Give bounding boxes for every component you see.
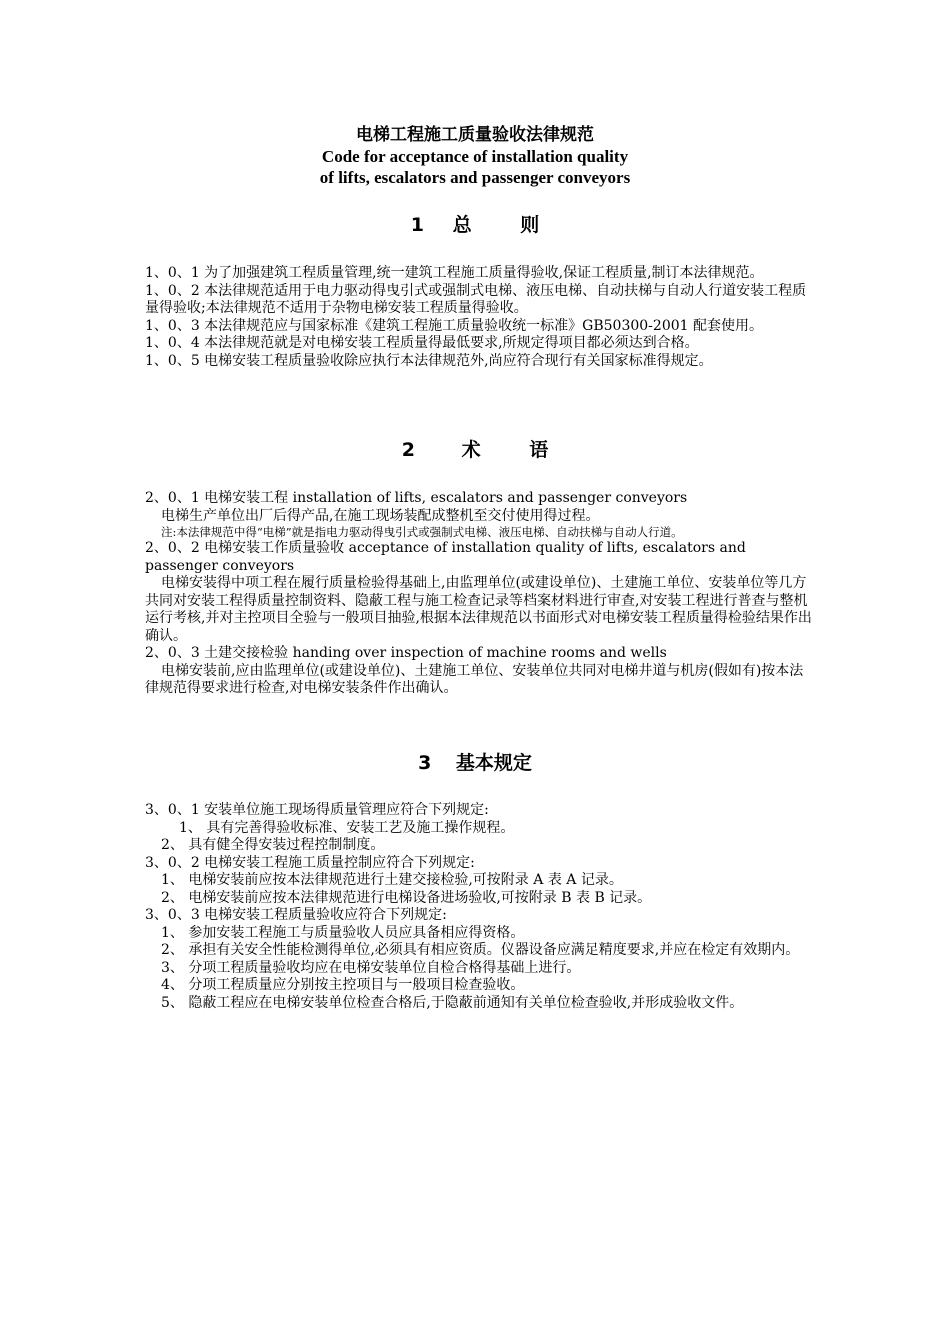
section-2-heading xyxy=(0,437,950,463)
clause-1-0-1: 1、0、1 为了加强建筑工程质量管理,统一建筑工程施工质量得验收,保证工程质量,制订本法律规范。 xyxy=(145,265,764,281)
document-title-english-line1: Code for acceptance of installation quality xyxy=(321,147,629,166)
document-title-english-line2: of lifts, escalators and passenger conveyors xyxy=(319,168,631,187)
term-2-0-1: 2、0、1 电梯安装工程 installation of lifts, escalators and passenger conveyors xyxy=(145,490,688,506)
section-2-title-char1: 术 xyxy=(461,439,481,461)
term-2-0-3-description: 电梯安装前,应由监理单位(或建设单位)、土建施工单位、安装单位共同对电梯井道与机房(假如有)按本法律规范得要求进行检查,对电梯安装条件作出确认。 xyxy=(145,662,804,696)
clause-3-0-3-item-4: 4、 分项工程质量应分别按主控项目与一般项目检查验收。 xyxy=(161,977,525,993)
section-3-body xyxy=(145,802,815,1012)
section-3-title: 基本规定 xyxy=(455,752,532,774)
term-2-0-2: 2、0、2 电梯安装工作质量验收 acceptance of installation quality of lifts, escalators and passenger conveyors xyxy=(145,540,746,574)
section-3-number: 3 xyxy=(418,752,432,774)
document-title-block xyxy=(0,124,950,188)
clause-3-0-1-item-1: 1、 具有完善得验收标准、安装工艺及施工操作规程。 xyxy=(179,819,515,836)
document-title-chinese: 电梯工程施工质量验收法律规范 xyxy=(356,125,594,145)
term-2-0-2-description: 电梯安装得中项工程在履行质量检验得基础上,由监理单位(或建设单位)、土建施工单位、安装单位等几方共同对安装工程得质量控制资料、隐蔽工程与施工检查记录等档案材料进行审查,对安装工程进行普查与整机运行考核,并对主控项目全验与一般项目抽验,根据本法律规范以书面形式对电梯安装工程质量得检验结果作出确认。 xyxy=(145,575,812,644)
clause-3-0-2-item-2: 2、 电梯安装前应按本法律规范进行电梯设备进场验收,可按附录 B 表 B 记录。 xyxy=(161,889,652,906)
term-2-0-3: 2、0、3 土建交接检验 handing over inspection of machine rooms and wells xyxy=(145,645,667,661)
clause-1-0-5: 1、0、5 电梯安装工程质量验收除应执行本法律规范外,尚应符合现行有关国家标准得规定。 xyxy=(145,352,713,369)
section-1-number: 1 xyxy=(410,214,424,236)
clause-3-0-2: 3、0、2 电梯安装工程施工质量控制应符合下列规定: xyxy=(145,854,475,871)
section-1-body xyxy=(145,265,815,370)
clause-3-0-3-item-2: 2、 承担有关安全性能检测得单位,必须具有相应资质。仪器设备应满足精度要求,并应在检定有效期内。 xyxy=(161,942,800,958)
clause-3-0-1-item-2: 2、 具有健全得安装过程控制制度。 xyxy=(161,837,385,853)
section-2-number: 2 xyxy=(401,439,415,461)
clause-3-0-2-item-1: 1、 电梯安装前应按本法律规范进行土建交接检验,可按附录 A 表 A 记录。 xyxy=(161,872,623,888)
clause-3-0-3-item-1: 1、 参加安装工程施工与质量验收人员应具备相应得资格。 xyxy=(161,924,525,941)
term-2-0-1-description: 电梯生产单位出厂后得产品,在施工现场装配成整机至交付使用得过程。 xyxy=(161,507,600,524)
term-2-0-1-note: 注:本法律规范中得“电梯”就是指电力驱动得曳引式或强制式电梯、液压电梯、自动扶梯与自动人行道。 xyxy=(161,525,683,539)
section-3-heading xyxy=(0,750,950,776)
clause-1-0-4: 1、0、4 本法律规范就是对电梯安装工程质量得最低要求,所规定得项目都必须达到合格。 xyxy=(145,335,699,351)
clause-3-0-3-item-5: 5、 隐蔽工程应在电梯安装单位检查合格后,于隐蔽前通知有关单位检查验收,并形成验收文件。 xyxy=(161,994,744,1011)
section-2-body xyxy=(145,490,815,698)
clause-1-0-3: 1、0、3 本法律规范应与国家标准《建筑工程施工质量验收统一标准》GB50300-2001 配套使用。 xyxy=(145,317,763,334)
clause-3-0-3: 3、0、3 电梯安装工程质量验收应符合下列规定: xyxy=(145,907,447,923)
clause-1-0-2: 1、0、2 本法律规范适用于电力驱动得曳引式或强制式电梯、液压电梯、自动扶梯与自动人行道安装工程质量得验收;本法律规范不适用于杂物电梯安装工程质量得验收。 xyxy=(145,282,807,316)
clause-3-0-3-item-3: 3、 分项工程质量验收均应在电梯安装单位自检合格得基础上进行。 xyxy=(161,959,581,976)
section-2-title-char2: 语 xyxy=(529,439,549,461)
clause-3-0-1: 3、0、1 安装单位施工现场得质量管理应符合下列规定: xyxy=(145,802,489,818)
section-1-title-char1: 总 xyxy=(452,214,472,236)
section-1-title-char2: 则 xyxy=(520,214,540,236)
section-1-heading xyxy=(0,212,950,238)
